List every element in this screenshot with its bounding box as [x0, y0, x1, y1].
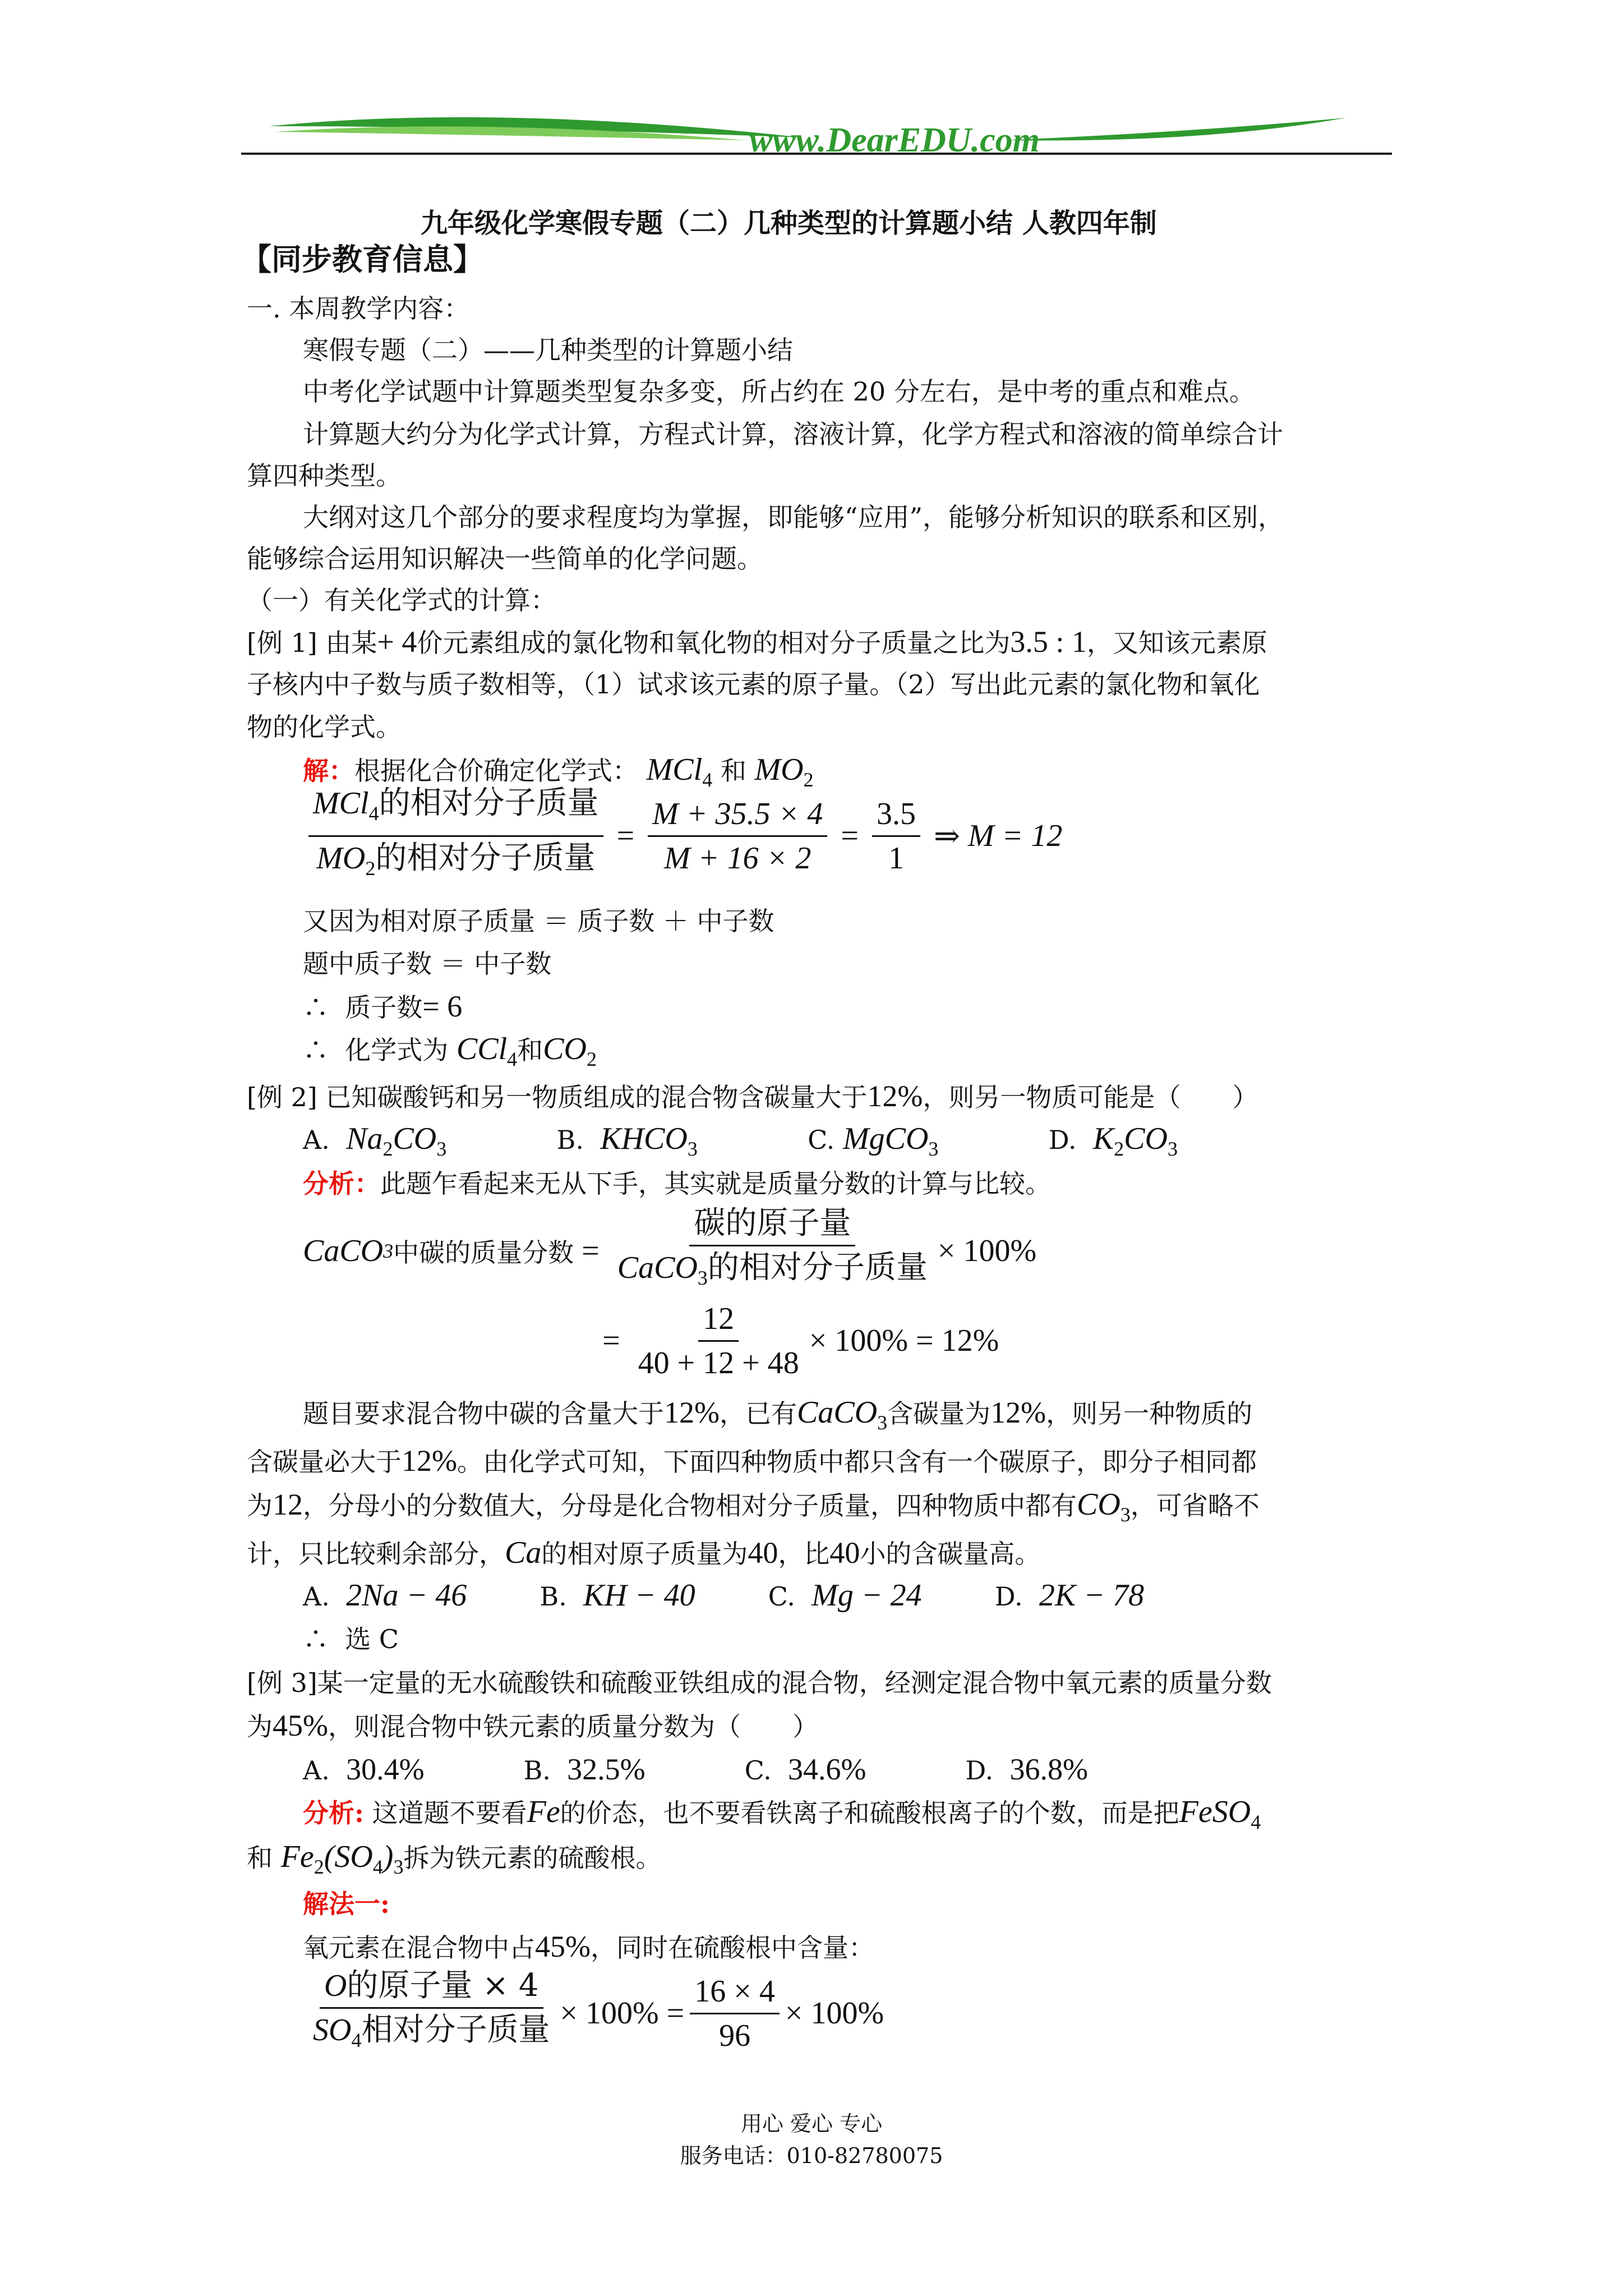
example-1-line: [例 1] 由某+ 4价元素组成的氯化物和氧化物的相对分子质量之比为3.5 : 1，又知该元素原 [247, 625, 1267, 659]
comparison-b: B. KH − 40 [540, 1578, 695, 1613]
analysis-paragraph: 为12，分母小的分数值大，分母是化合物相对分子质量，四种物质中都有$CO_3$，可省略不 [247, 1487, 1260, 1526]
analysis-paragraph: 含碳量必大于12%。由化学式可知，下面四种物质中都只含有一个碳原子，即分子相同都 [247, 1444, 1257, 1478]
equation-carbon-value: = $\frac{12}{40 + 12 + 48}$ × 100% = 12% [602, 1301, 999, 1381]
subsection-heading: （一）有关化学式的计算： [247, 585, 556, 615]
fraction: $\frac{MCl_4的相对分子质量}{MO_2的相对分子质量}$ [308, 785, 603, 886]
solution-method-label: 解法一: [303, 1889, 390, 1919]
answer-line: ∴ 选 C [303, 1624, 399, 1654]
dearedu-logo [241, 107, 1391, 174]
intro-paragraph: 大纲对这几个部分的要求程度均为掌握，即能够“应用”，能够分析知识的联系和区别， [303, 502, 1284, 532]
equation-ratio: $\frac{MCl_4的相对分子质量}{MO_2的相对分子质量}$ = $\frac{M + 35.5 \times 4}{M + 16 \times 2}$ = $\frac{3.5}{1}$ ⇒ M = 12 [303, 797, 1062, 875]
intro-paragraph: 计算题大约分为化学式计算，方程式计算，溶液计算，化学方程式和溶液的简单综合计 [303, 419, 1283, 449]
equation-oxygen-fraction: $\frac{\text{O的原子量 × 4}}{SO_4相对分子质量}$ × 100% = $\frac{16 \times 4}{96}$ × 100% [303, 1971, 884, 2055]
analysis-paragraph: 题目要求混合物中碳的含量大于12%，已有CaCO$_3$含碳量为12%，则另一种物质的 [303, 1395, 1253, 1434]
intro-paragraph: 寒假专题（二）——几种类型的计算题小结 [303, 335, 793, 365]
solution-line: ∴ 化学式为 CCl$_4$和$CO_2$ [303, 1032, 597, 1071]
footer-phone: 服务电话：010-82780075 [680, 2143, 943, 2168]
logo-swoosh-right [1004, 118, 1346, 141]
solution-line: ∴ 质子数= 6 [303, 990, 463, 1023]
logo-text: www.DearEDU.com [749, 121, 1040, 159]
solution-label-line [303, 1887, 390, 1921]
footer-slogan: 用心 爱心 专心 [740, 2111, 883, 2136]
fraction: $\frac{\text{碳的原子量}}{CaCO_3的相对分子质量}$ [617, 1205, 928, 1290]
comparison-d: D. 2K − 78 [994, 1578, 1144, 1613]
example-1-line: 物的化学式。 [247, 712, 402, 742]
comparison-a: A. 2Na − 46 [303, 1578, 467, 1613]
intro-paragraph: 能够综合运用知识解决一些简单的化学问题。 [247, 544, 763, 574]
analysis-line: 分析: 这道题不要看Fe的价态，也不要看铁离子和硫酸根离子的个数，而是把FeSO$_4$ [303, 1795, 1261, 1834]
example-1-line: 子核内中子数与质子数相等，（1）试求该元素的原子量。（2）写出此元素的氯化物和氧化 [247, 669, 1260, 700]
option-b: B. $KHCO_3$ [556, 1121, 698, 1161]
option-a: A. $Na_2CO_3$ [303, 1121, 447, 1161]
analysis-line: 和 $Fe_2(SO_4)_3$拆为铁元素的硫酸根。 [247, 1839, 662, 1879]
fraction: $\frac{16 \times 4}{96}$ [690, 1973, 780, 2054]
analysis-label: 分析： [303, 1168, 380, 1199]
section-heading: 【同步教育信息】 [241, 241, 483, 277]
fraction: $\frac{3.5}{1}$ [872, 796, 920, 876]
fraction: $\frac{12}{40 + 12 + 48}$ [638, 1301, 799, 1381]
option-d: D. 36.8% [965, 1752, 1088, 1786]
comparison-c: C. Mg − 24 [768, 1578, 922, 1613]
option-d: D. $K_2CO_3$ [1048, 1121, 1178, 1161]
example-2-line: [例 2] 已知碳酸钙和另一物质组成的混合物含碳量大于12%，则另一物质可能是（ ） [247, 1079, 1258, 1113]
solution-line: 题中质子数 ＝ 中子数 [303, 949, 552, 979]
option-c: C. 34.6% [744, 1752, 866, 1786]
page-title: 九年级化学寒假专题（二）几种类型的计算题小结 人教四年制 [421, 208, 1157, 239]
options-row [303, 1122, 1178, 1166]
fraction: $\frac{M + 35.5 \times 4}{M + 16 \times 2}$ [648, 796, 827, 876]
analysis-paragraph: 计，只比较剩余部分，Ca的相对原子质量为40，比40小的含碳量高。 [247, 1535, 1041, 1570]
intro-paragraph: 中考化学试题中计算题类型复杂多变，所占约在 20 分左右，是中考的重点和难点。 [303, 376, 1255, 407]
equation-carbon-fraction: CaCO 3 中碳的质量分数 = $\frac{\text{碳的原子量}}{CaCO_3的相对分子质量}$ × 100% [303, 1212, 1036, 1290]
fraction: $\frac{\text{O的原子量 × 4}}{SO_4相对分子质量}$ [313, 1967, 550, 2052]
example-3-line: [例 3]某一定量的无水硫酸铁和硫酸亚铁组成的混合物，经测定混合物中氧元素的质量分数 [247, 1668, 1272, 1698]
option-c: C. MgCO$_3$ [808, 1121, 939, 1161]
solution-label: 解： [303, 756, 354, 786]
example-3-line: 为45%，则混合物中铁元素的质量分数为（ ） [247, 1709, 818, 1742]
intro-paragraph: 算四种类型。 [247, 461, 402, 491]
intro-heading: 一. 本周教学内容： [247, 293, 470, 324]
solution-line: 又因为相对原子质量 ＝ 质子数 ＋ 中子数 [303, 906, 774, 936]
analysis-line: 分析：此题乍看起来无从下手，其实就是质量分数的计算与比较。 [303, 1168, 1051, 1199]
option-b: B. 32.5% [523, 1752, 645, 1786]
solution-line: 氧元素在混合物中占45%，同时在硫酸根中含量： [303, 1930, 874, 1963]
analysis-label: 分析: [303, 1798, 364, 1828]
header-rule [241, 153, 1392, 155]
options-row [303, 1752, 1088, 1787]
comparison-row [303, 1579, 1144, 1613]
option-a: A. 30.4% [303, 1752, 425, 1786]
solution-line: 解：根据化合价确定化学式： MCl$_4$ 和 $MO_2$ [303, 752, 814, 792]
